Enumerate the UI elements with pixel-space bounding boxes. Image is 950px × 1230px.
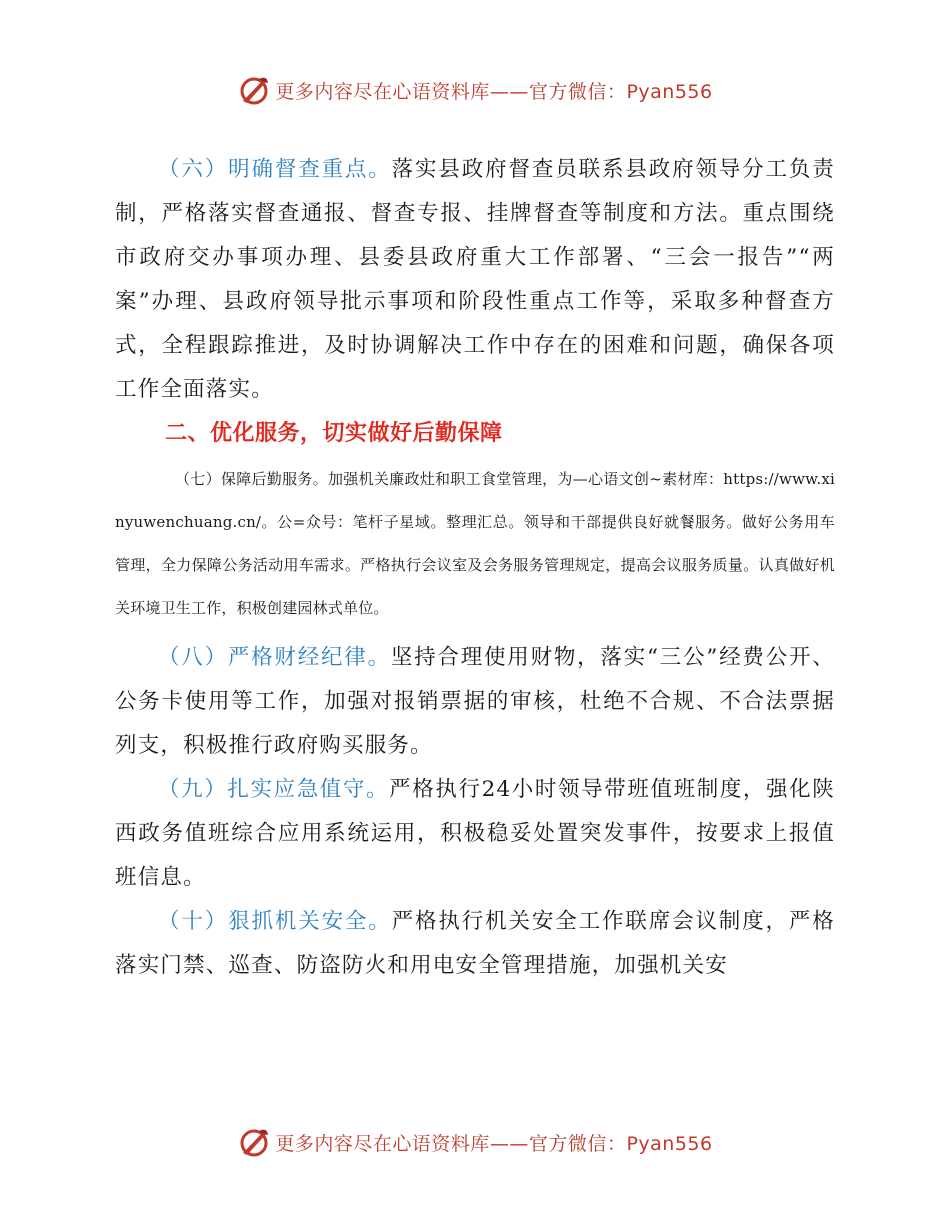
banner-dash: —— [489,80,529,103]
paragraph-6 [115,148,835,412]
paragraph-9-lead: （九）扎实应急值守。 [158,777,390,802]
paragraph-6-body: 落实县政府督查员联系县政府领导分工负责制，严格落实督查通报、督查专报、挂牌督查等制度和方法。重点围绕市政府交办事项办理、县委县政府重大工作部署、“三会一报告”“两案”办理、县政府领导批示事项和阶段性重点工作等，采取多种督查方式，全程跟踪推进，及时协调解决工作中存在的困难和问题，确保各项工作全面落实。 [115,157,835,402]
footer-banner [0,1122,950,1162]
paragraph-10-body: 严格执行机关安全工作联席会议制度，严格落实门禁、巡查、防盗防火和用电安全管理措施，加强机关安 [115,909,835,978]
paragraph-10 [115,900,835,988]
paragraph-8-lead: （八）严格财经纪律。 [158,645,391,670]
paragraph-10-lead: （十）狠抓机关安全。 [158,909,392,934]
banner-main-text: 更多内容尽在心语资料库 [275,1132,490,1155]
banner-wechat-id: Pyan556 [626,1132,713,1155]
paragraph-6-lead: （六）明确督查重点。 [158,157,392,182]
banner-wechat-label: 官方微信： [528,1132,627,1155]
header-banner [0,70,950,110]
paragraph-8-body: 坚持合理使用财物，落实“三公”经费公开、公务卡使用等工作，加强对报销票据的审核，杜绝不合规、不合法票据列支，积极推行政府购买服务。 [115,645,835,758]
quill-logo-icon [237,73,271,107]
paragraph-9 [115,768,835,900]
paragraph-8 [115,636,835,768]
paragraph-9-body: 严格执行24小时领导带班值班制度，强化陕西政务值班综合应用系统运用，积极稳妥处置突发事件，按要求上报值班信息。 [115,777,835,890]
banner-wechat-label: 官方微信： [528,80,627,103]
banner-wechat-id: Pyan556 [626,80,713,103]
document-body [115,148,835,988]
paragraph-7: （七）保障后勤服务。加强机关廉政灶和职工食堂管理，为—心语文创~素材库：https://www.xinyuwenchuang.cn/。公=众号：笔杆子星域。整理汇总。领导和干部提供良好就餐服务。做好公务用车管理，全力保障公务活动用车需求。严格执行会议室及会务服务管理规定，提高会议服务质量。认真做好机关环境卫生工作，积极创建园林式单位。 [115,470,835,617]
section-heading: 二、优化服务，切实做好后勤保障 [165,421,503,446]
banner-dash: —— [489,1132,529,1155]
banner-main-text: 更多内容尽在心语资料库 [275,80,490,103]
quill-logo-icon [237,1125,271,1159]
